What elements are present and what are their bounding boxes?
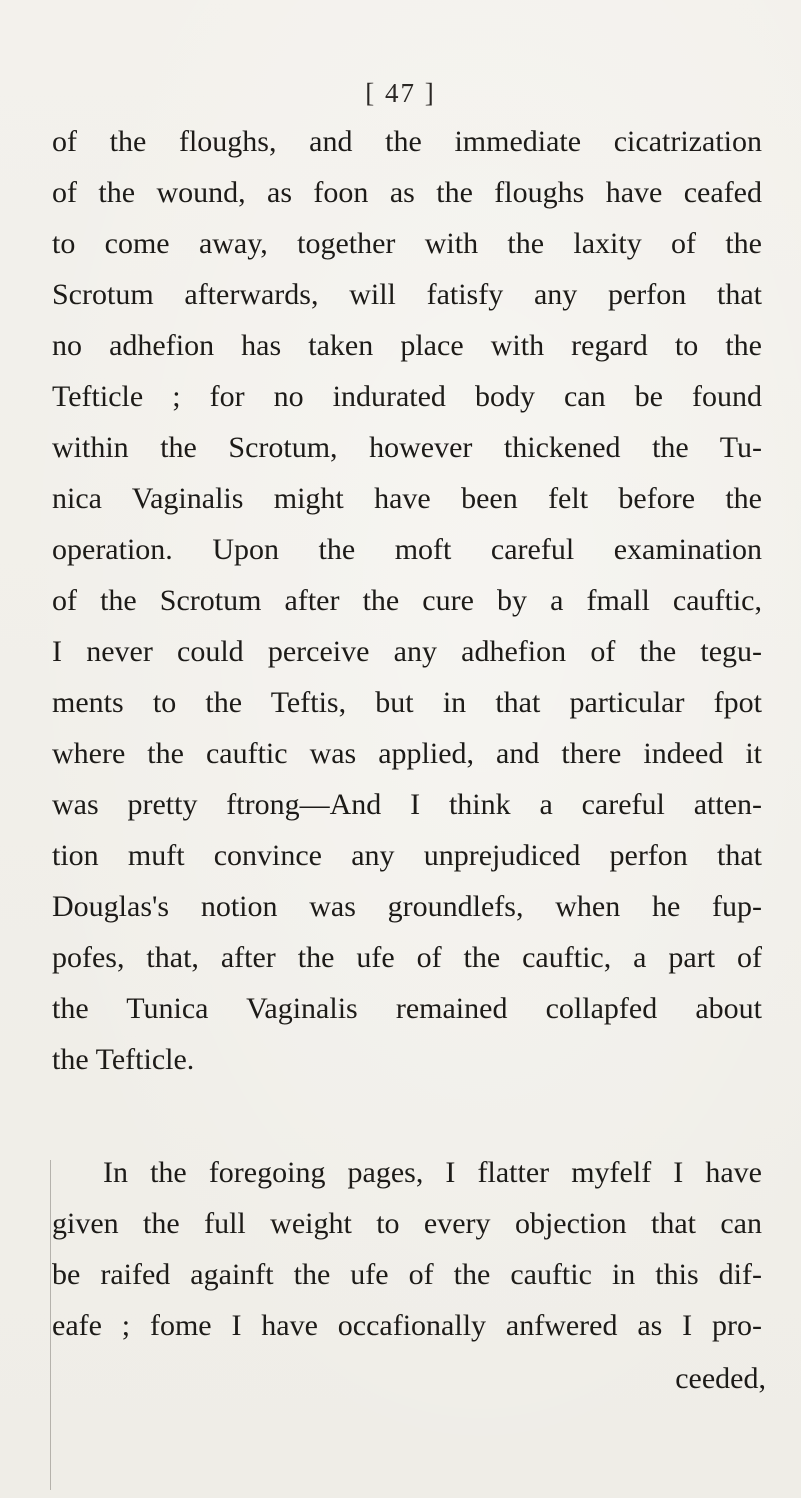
- text-line: I never could perceive any adhefion of the tegu-: [52, 635, 762, 668]
- text-line: pofes, that, after the ufe of the cauftic, a part of: [52, 941, 762, 974]
- text-line: operation. Upon the moft careful examination: [52, 533, 762, 566]
- text-line: to come away, together with the laxity of the: [52, 227, 762, 260]
- text-line: ments to the Teftis, but in that particular fpot: [52, 686, 762, 719]
- text-line: In the foregoing pages, I flatter myfelf I have: [103, 1156, 762, 1189]
- text-line: was pretty ftrong—And I think a careful atten-: [52, 788, 762, 821]
- text-line: no adhefion has taken place with regard to the: [52, 329, 762, 362]
- text-line: given the full weight to every objection that can: [52, 1207, 762, 1240]
- text-line: Tefticle ; for no indurated body can be found: [52, 380, 762, 413]
- text-line: be raifed againft the ufe of the cauftic in this dif-: [52, 1258, 762, 1291]
- text-line: Scrotum afterwards, will fatisfy any perfon that: [52, 278, 762, 311]
- text-line: of the floughs, and the immediate cicatrization: [52, 125, 762, 158]
- text-line: of the Scrotum after the cure by a fmall cauftic,: [52, 584, 762, 617]
- page-number: [ 47 ]: [365, 78, 436, 108]
- text-line: Douglas's notion was groundlefs, when he fup-: [52, 890, 762, 923]
- text-line: where the cauftic was applied, and there indeed it: [52, 737, 762, 770]
- text-line: within the Scrotum, however thickened the Tu-: [52, 431, 762, 464]
- text-line: the Tefticle.: [52, 1043, 195, 1076]
- page-edge-line: [50, 1160, 51, 1490]
- text-line: of the wound, as foon as the floughs have ceafed: [52, 176, 762, 209]
- catchword: ceeded,: [675, 1362, 766, 1395]
- text-line: the Tunica Vaginalis remained collapfed about: [52, 992, 762, 1025]
- text-line: eafe ; fome I have occafionally anfwered as I pro-: [52, 1309, 762, 1342]
- text-line: tion muft convince any unprejudiced perfon that: [52, 839, 762, 872]
- text-line: nica Vaginalis might have been felt before the: [52, 482, 762, 515]
